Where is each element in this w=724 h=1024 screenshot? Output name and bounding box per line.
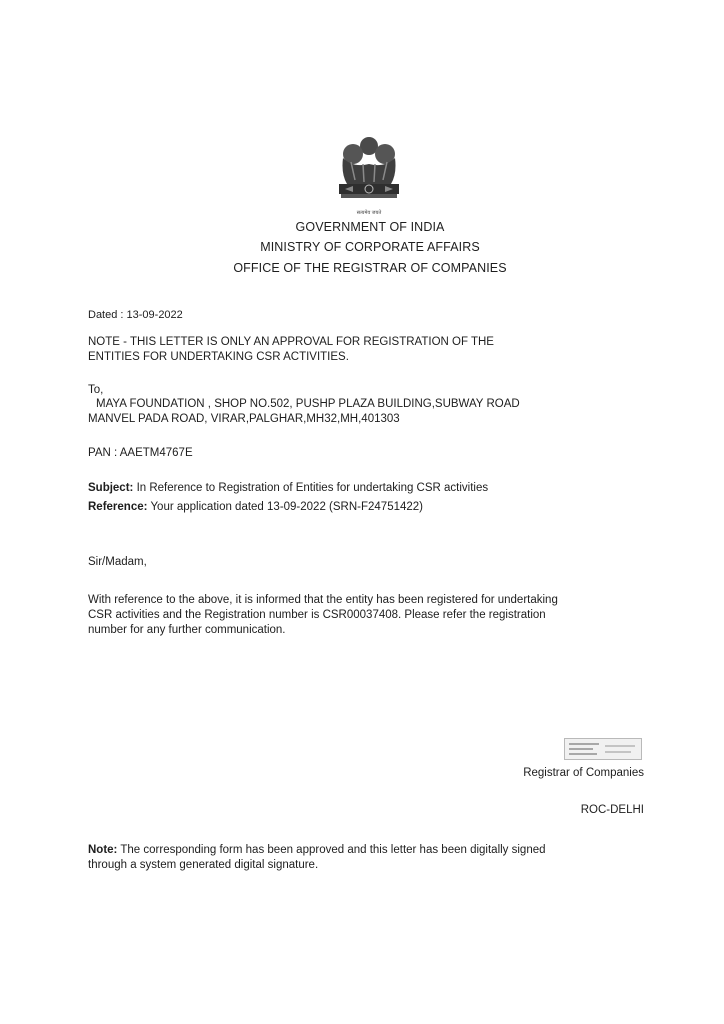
approval-note-line2: ENTITIES FOR UNDERTAKING CSR ACTIVITIES.: [88, 351, 349, 363]
salutation: Sir/Madam,: [88, 556, 147, 568]
digital-signature-stamp: [564, 738, 642, 760]
reference-text: Your application dated 13-09-2022 (SRN-F24751422): [147, 501, 424, 513]
header-office: OFFICE OF THE REGISTRAR OF COMPANIES: [233, 261, 507, 275]
letter-date: Dated : 13-09-2022: [88, 309, 183, 321]
national-emblem-icon: [329, 134, 409, 218]
reference-line: [88, 500, 423, 515]
address-line1: MAYA FOUNDATION , SHOP NO.502, PUSHP PLAZA BUILDING,SUBWAY ROAD: [96, 398, 520, 410]
addressee-to: To,: [88, 384, 104, 396]
address-line2: MANVEL PADA ROAD, VIRAR,PALGHAR,MH32,MH,401303: [88, 413, 400, 425]
body-line3: number for any further communication.: [88, 624, 286, 636]
footer-note-line2: through a system generated digital signature.: [88, 859, 319, 871]
subject-text: In Reference to Registration of Entities for undertaking CSR activities: [133, 482, 489, 494]
emblem-motto: सत्यमेव जयते: [356, 210, 382, 216]
header-ministry: MINISTRY OF CORPORATE AFFAIRS: [260, 240, 480, 254]
subject-label: Subject:: [88, 482, 134, 494]
registrar-office: ROC-DELHI: [580, 804, 644, 816]
body-line2: CSR activities and the Registration number is CSR00037408. Please refer the registration: [88, 609, 546, 621]
body-line1: With reference to the above, it is informed that the entity has been registered for undertaking: [88, 594, 558, 606]
approval-note-line1: NOTE - THIS LETTER IS ONLY AN APPROVAL FOR REGISTRATION OF THE: [88, 336, 494, 348]
reference-label: Reference:: [88, 501, 148, 513]
footer-note-text: The corresponding form has been approved and this letter has been digitally signed: [117, 844, 546, 856]
footer-note-label: Note:: [88, 844, 118, 856]
footer-note-line1: [88, 843, 546, 858]
registrar-title: Registrar of Companies: [523, 767, 644, 779]
pan-number: PAN : AAETM4767E: [88, 447, 193, 459]
subject-line: [88, 481, 488, 496]
header-government: GOVERNMENT OF INDIA: [295, 220, 445, 234]
